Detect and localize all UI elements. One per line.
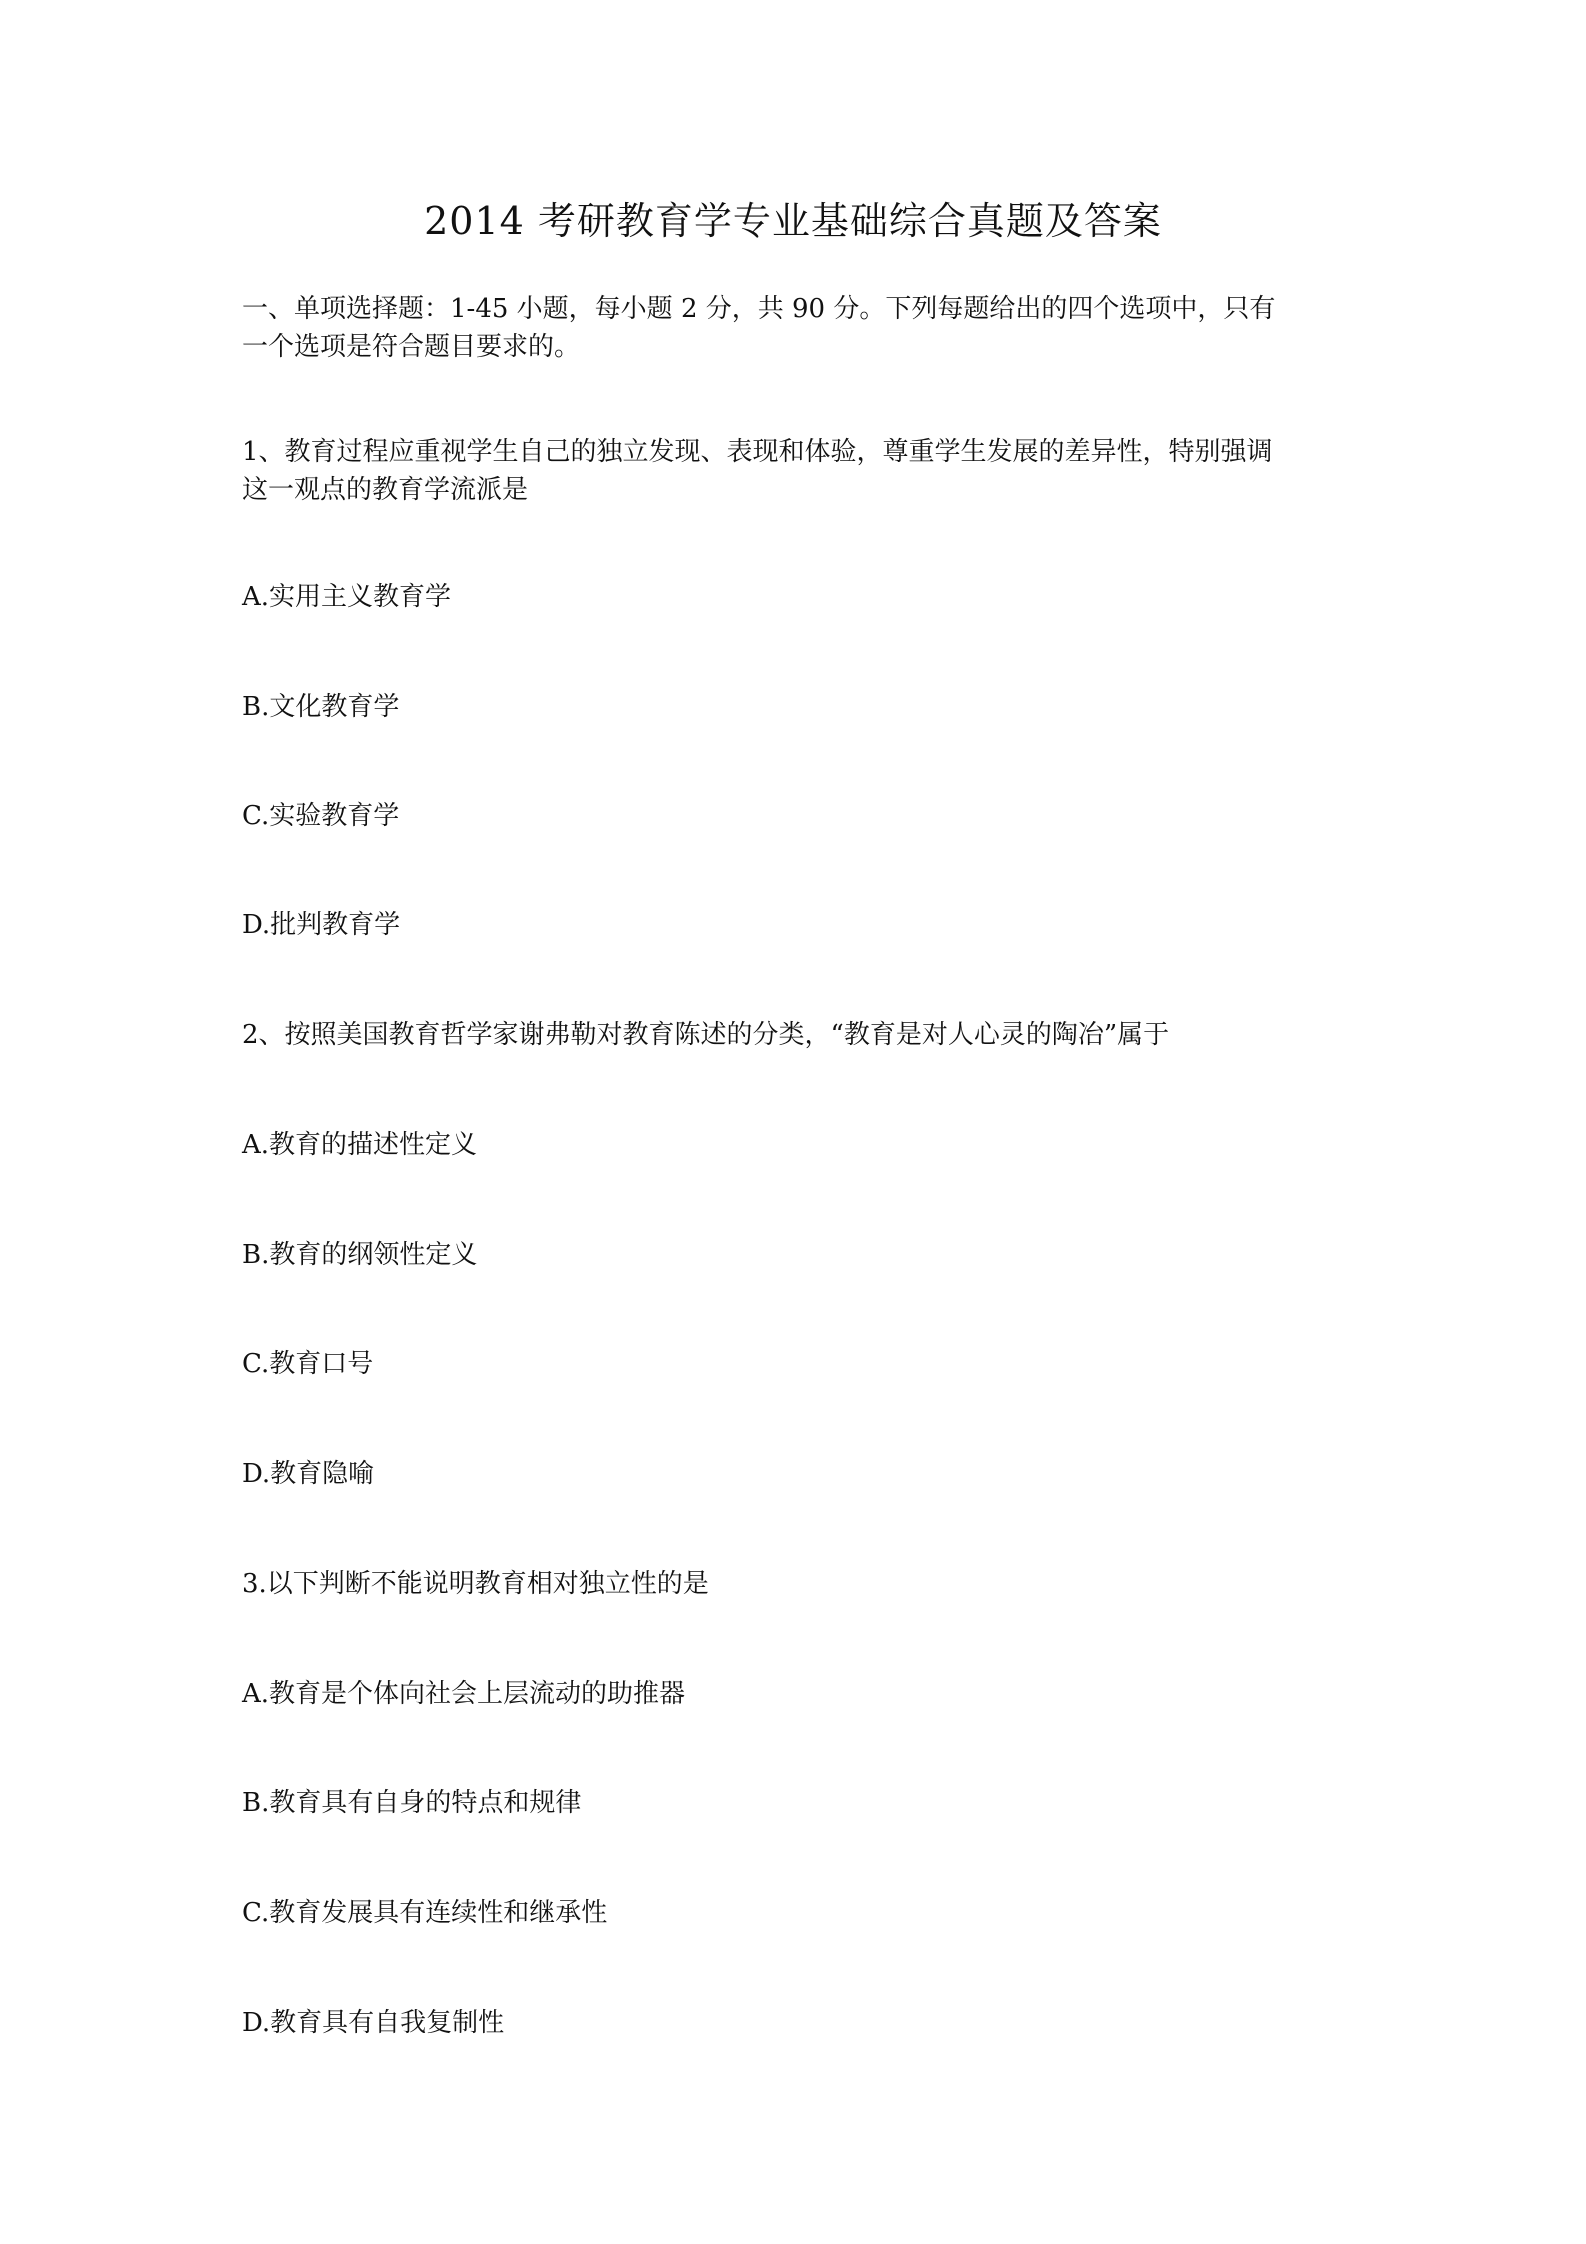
question-2-option-b: B.教育的纲领性定义 xyxy=(242,1240,478,1270)
section-intro-line-1: 一、单项选择题：1-45 小题，每小题 2 分，共 90 分。下列每题给出的四个选项中，只有 xyxy=(242,294,1276,324)
question-1-option-a: A.实用主义教育学 xyxy=(242,582,452,612)
question-3-option-d: D.教育具有自我复制性 xyxy=(242,2008,505,2038)
question-3-option-b: B.教育具有自身的特点和规律 xyxy=(242,1788,582,1818)
question-2-stem-line-1: 2、按照美国教育哲学家谢弗勒对教育陈述的分类，“教育是对人心灵的陶冶”属于 xyxy=(242,1020,1170,1050)
question-1-stem-line-1: 1、教育过程应重视学生自己的独立发现、表现和体验，尊重学生发展的差异性，特别强调 xyxy=(242,437,1273,467)
question-2-option-c: C.教育口号 xyxy=(242,1349,374,1379)
question-1-option-b: B.文化教育学 xyxy=(242,692,400,722)
question-1-option-d: D.批判教育学 xyxy=(242,910,401,940)
question-2-option-d: D.教育隐喻 xyxy=(242,1459,375,1489)
question-2-option-a: A.教育的描述性定义 xyxy=(242,1130,478,1160)
question-3-stem-line-1: 3.以下判断不能说明教育相对独立性的是 xyxy=(242,1569,709,1599)
question-3-option-a: A.教育是个体向社会上层流动的助推器 xyxy=(242,1679,686,1709)
section-intro-line-2: 一个选项是符合题目要求的。 xyxy=(242,332,581,362)
question-3-option-c: C.教育发展具有连续性和继承性 xyxy=(242,1898,608,1928)
question-1-option-c: C.实验教育学 xyxy=(242,801,400,831)
question-1-stem-line-2: 这一观点的教育学流派是 xyxy=(242,475,529,505)
document-title: 2014 考研教育学专业基础综合真题及答案 xyxy=(424,199,1162,243)
